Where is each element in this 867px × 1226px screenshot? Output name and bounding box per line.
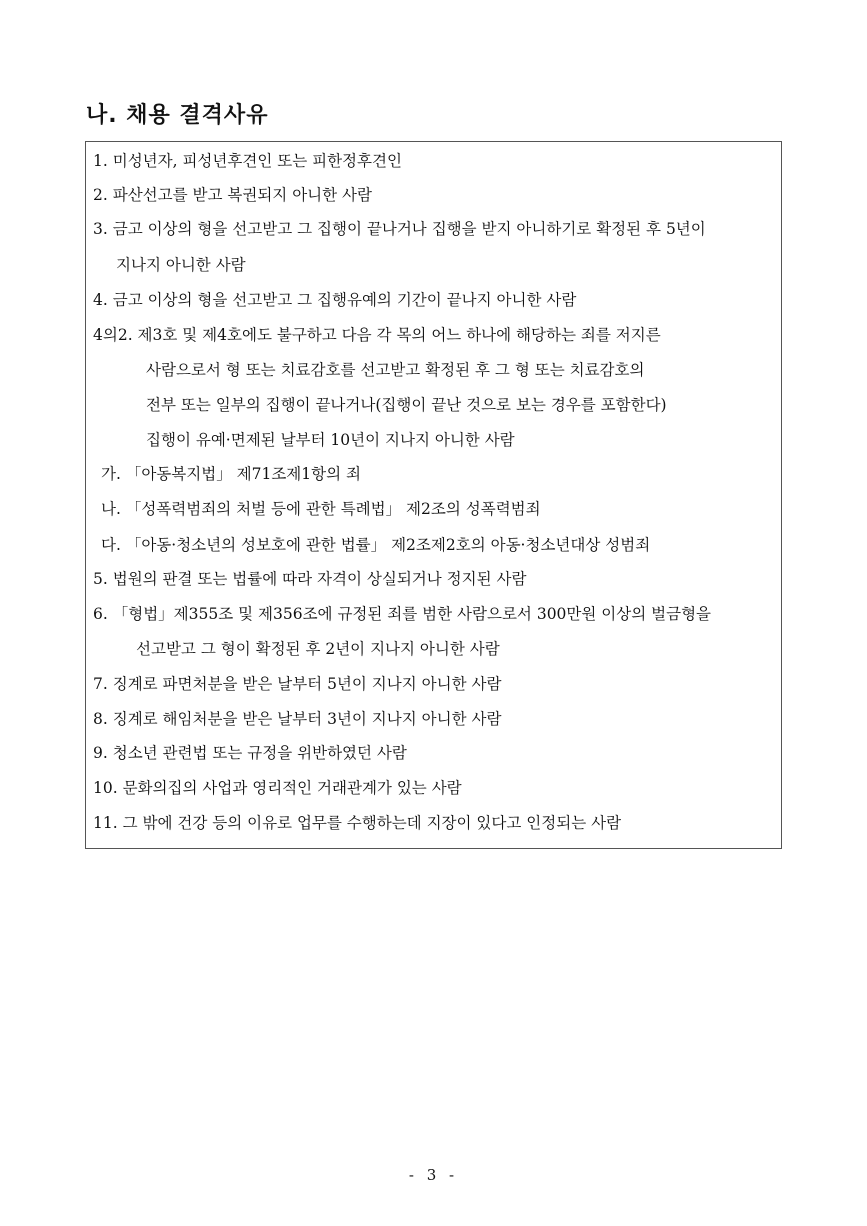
- list-item-3-continuation: 지나지 아니한 사람: [116, 256, 246, 274]
- list-item-5: 5. 법원의 판결 또는 법률에 따라 자격이 상실되거나 정지된 사람: [93, 570, 527, 588]
- list-item-8: 8. 징계로 해임처분을 받은 날부터 3년이 지나지 아니한 사람: [93, 710, 502, 728]
- sub-item-ga: 가. 「아동복지법」 제71조제1항의 죄: [101, 465, 361, 483]
- list-item-9: 9. 청소년 관련법 또는 규정을 위반하였던 사람: [93, 744, 407, 762]
- list-item-7: 7. 징계로 파면처분을 받은 날부터 5년이 지나지 아니한 사람: [93, 675, 502, 693]
- list-item-11: 11. 그 밖에 건강 등의 이유로 업무를 수행하는데 지장이 있다고 인정되는 사람: [93, 814, 622, 832]
- list-item-4-2-continuation-1: 사람으로서 형 또는 치료감호를 선고받고 확정된 후 그 형 또는 치료감호의: [146, 361, 645, 379]
- sub-item-na: 나. 「성폭력범죄의 처벌 등에 관한 특례법」 제2조의 성폭력범죄: [101, 500, 541, 518]
- list-item-6: 6. 「형법」제355조 및 제356조에 규정된 죄를 범한 사람으로서 300만원 이상의 벌금형을: [93, 605, 712, 623]
- page-number: - 3 -: [408, 1166, 459, 1184]
- list-item-4-2-continuation-3: 집행이 유예·면제된 날부터 10년이 지나지 아니한 사람: [146, 431, 515, 449]
- list-item-1: 1. 미성년자, 피성년후견인 또는 피한정후견인: [93, 152, 402, 170]
- list-item-4: 4. 금고 이상의 형을 선고받고 그 집행유예의 기간이 끝나지 아니한 사람: [93, 291, 577, 309]
- list-item-10: 10. 문화의집의 사업과 영리적인 거래관계가 있는 사람: [93, 779, 462, 797]
- section-title: 나. 채용 결격사유: [86, 103, 269, 128]
- list-item-4-2-continuation-2: 전부 또는 일부의 집행이 끝나거나(집행이 끝난 것으로 보는 경우를 포함한다): [146, 396, 667, 414]
- sub-item-da: 다. 「아동·청소년의 성보호에 관한 법률」 제2조제2호의 아동·청소년대상 성범죄: [101, 536, 651, 554]
- list-item-3: 3. 금고 이상의 형을 선고받고 그 집행이 끝나거나 집행을 받지 아니하기로 확정된 후 5년이: [93, 220, 706, 238]
- list-item-2: 2. 파산선고를 받고 복권되지 아니한 사람: [93, 186, 372, 204]
- list-item-6-continuation: 선고받고 그 형이 확정된 후 2년이 지나지 아니한 사람: [136, 640, 500, 658]
- list-item-4-2: 4의2. 제3호 및 제4호에도 불구하고 다음 각 목의 어느 하나에 해당하는 죄를 저지른: [93, 326, 661, 344]
